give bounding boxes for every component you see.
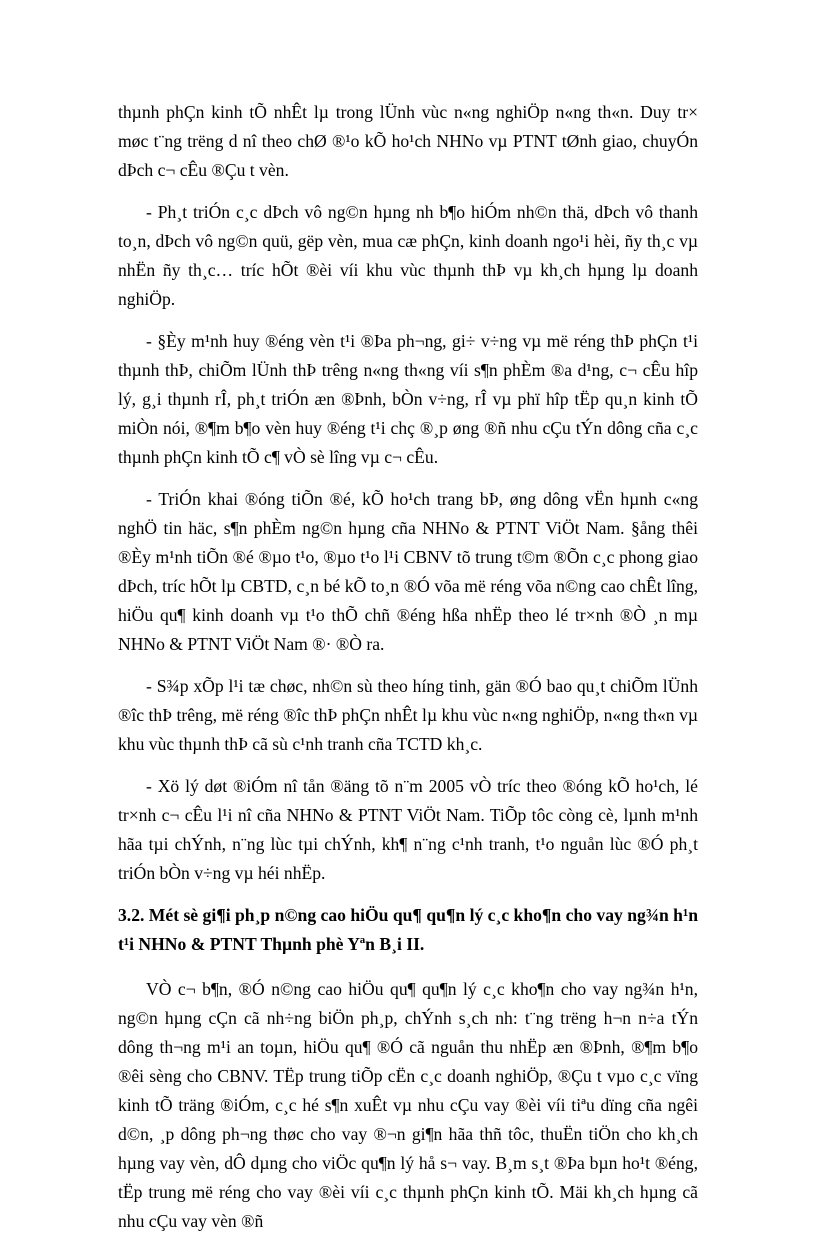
body-paragraph: VÒ c¬ b¶n, ®Ó n©ng cao hiÖu qu¶ qu¶n lý c¸c kho¶n cho vay ng¾n h¹n, ng©n hµng cÇn cã nh÷ng biÖn ph¸p, chÝnh s¸ch nh: t¨ng trëng h¬n n÷a tÝn dông th¬ng m¹i an toµn, hiÖu qu¶ ®Ó cã nguån thu nhËp æn ®Þnh, ®¶m b¶o ®êi sèng cho CBNV. TËp trung tiÕp cËn c¸c doanh nghiÖp, ®Çu t vµo c¸c vïng kinh tÕ träng ®iÓm, c¸c hé s¶n xuÊt vµ nhu cÇu vay ®èi víi tiªu dïng cña ngêi d©n, ¸p dông ph¬ng thøc cho vay ®¬n gi¶n hãa thñ tôc, thuËn tiÖn cho kh¸ch hµng vay vèn, dÔ dµng cho viÖc qu¶n lý hå s¬ vay. B¸m s¸t ®Þa bµn ho¹t ®éng, tËp trung më réng cho vay ®èi víi c¸c thµnh phÇn kinh tÕ. Mäi kh¸ch hµng cã nhu cÇu vay vèn ®ñ [118,979,698,1231]
continued-paragraph: thµnh phÇn kinh tÕ nhÊt lµ trong lÜnh vùc n«ng nghiÖp n«ng th«n. Duy tr× møc t¨ng trëng d nî theo chØ ®¹o kÕ ho¹ch NHNo vµ PTNT tØnh giao, chuyÓn dÞch c¬ cÊu ®Çu t vèn. [118,102,698,180]
section-heading: 3.2. Mét sè gi¶i ph¸p n©ng cao hiÖu qu¶ qu¶n lý c¸c kho¶n cho vay ng¾n h¹n t¹i NHNo & PTNT Thµnh phè Yªn B¸i II. [118,905,698,954]
document-page [118,98,698,1236]
bullet-paragraph-organization: - S¾p xÕp l¹i tæ chøc, nh©n sù theo híng tinh, gän ®Ó bao qu¸t chiÕm lÜnh ®îc thÞ trêng, më réng ®îc thÞ phÇn nhÊt lµ khu vùc n«ng nghiÖp, n«ng th«n vµ khu vùc thµnh thÞ cã sù c¹nh tranh cña TCTD kh¸c. [118,676,698,754]
bullet-paragraph-capital-mobilization: - §Èy m¹nh huy ®éng vèn t¹i ®Þa ph¬ng, gi÷ v÷ng vµ më réng thÞ phÇn t¹i thµnh thÞ, chiÕm lÜnh thÞ trêng n«ng th«ng víi s¶n phÈm ®a d¹ng, c¬ cÊu hîp lý, g¸i thµnh rÎ, ph¸t triÓn æn ®Þnh, bÒn v÷ng, rÎ vµ phï hîp tËp qu¸n kinh tÕ miÒn nói, ®¶m b¶o vèn huy ®éng t¹i chç ®¸p øng ®ñ nhu cÇu tÝn dông cña c¸c thµnh phÇn kinh tÕ c¶ vÒ sè lîng vµ c¬ cÊu. [118,331,698,467]
bullet-paragraph-technology: - TriÓn khai ®óng tiÕn ®é, kÕ ho¹ch trang bÞ, øng dông vËn hµnh c«ng nghÖ tin häc, s¶n phÈm ng©n hµng cña NHNo & PTNT ViÖt Nam. §ång thêi ®Èy m¹nh tiÕn ®é ®µo t¹o, ®µo t¹o l¹i CBNV tõ trung t©m ®Õn c¸c phong giao dÞch, tríc hÕt lµ CBTD, c¸n bé kÕ to¸n ®Ó võa më réng võa n©ng cao chÊt lîng, hiÖu qu¶ kinh doanh vµ t¹o thÕ chñ ®éng hßa nhËp theo lé tr×nh ®Ò ¸n mµ NHNo & PTNT ViÖt Nam ®· ®Ò ra. [118,489,698,654]
bullet-paragraph-debt-handling: - Xö lý døt ®iÓm nî tån ®äng tõ n¨m 2005 vÒ tríc theo ®óng kÕ ho¹ch, lé tr×nh c¬ cÊu l¹i nî cña NHNo & PTNT ViÖt Nam. TiÕp tôc còng cè, lµnh m¹nh hãa tµi chÝnh, n¨ng lùc tµi chÝnh, kh¶ n¨ng c¹nh tranh, t¹o nguån lùc ®Ó ph¸t triÓn bÒn v÷ng vµ héi nhËp. [118,776,698,883]
bullet-paragraph-services: - Ph¸t triÓn c¸c dÞch vô ng©n hµng nh b¶o hiÓm nh©n thä, dÞch vô thanh to¸n, dÞch vô ng©n quü, gëp vèn, mua cæ phÇn, kinh doanh ngo¹i hèi, ñy th¸c vµ nhËn ñy th¸c… tríc hÕt ®èi víi khu vùc thµnh thÞ vµ kh¸ch hµng lµ doanh nghiÖp. [118,202,698,309]
